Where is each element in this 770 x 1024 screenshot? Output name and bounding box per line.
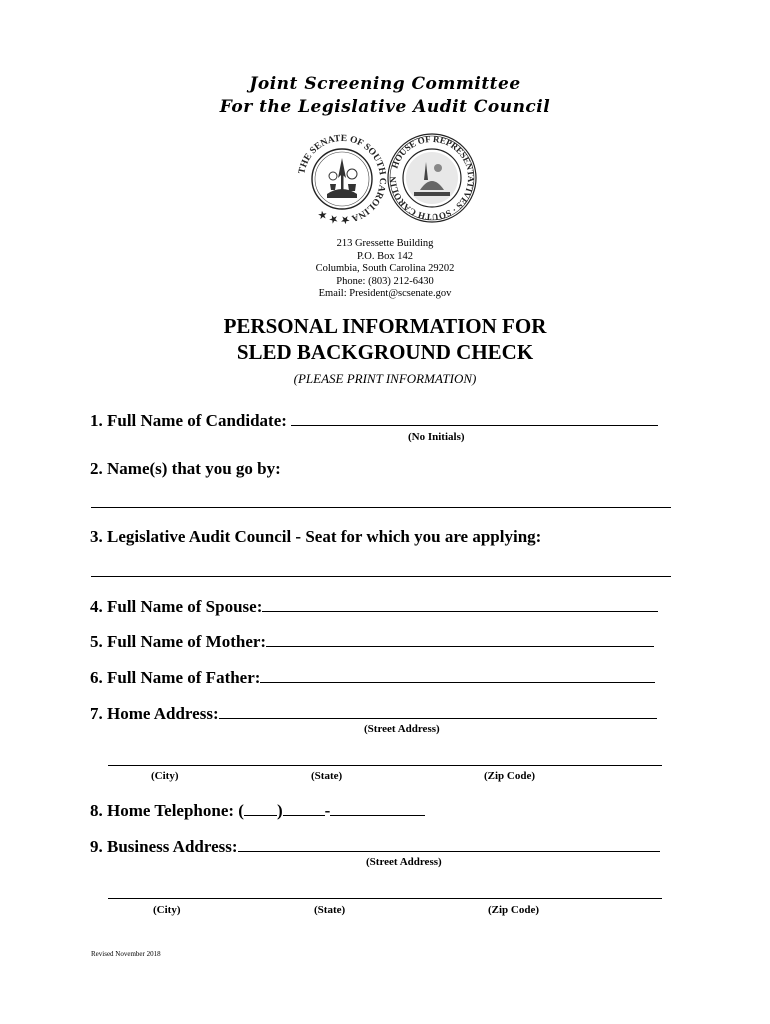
business-street-address-caption: (Street Address)	[366, 856, 442, 868]
form-subtitle: (PLEASE PRINT INFORMATION)	[293, 371, 477, 386]
address-city: Columbia, South Carolina 29202	[315, 263, 455, 274]
business-state-caption: (State)	[314, 904, 346, 916]
home-phone-prefix-field[interactable]	[283, 800, 325, 816]
question-5-label: 5. Full Name of Mother:	[90, 632, 267, 651]
question-7	[90, 703, 657, 724]
business-city-state-zip-field[interactable]	[108, 898, 662, 899]
question-9-label: 9. Business Address:	[90, 837, 238, 856]
names-go-by-field[interactable]	[91, 507, 671, 508]
home-street-address-field[interactable]	[219, 703, 657, 719]
address-po-box: P.O. Box 142	[356, 250, 413, 262]
father-name-field[interactable]	[260, 667, 655, 683]
question-1-label: 1. Full Name of Candidate:	[90, 411, 287, 430]
spouse-name-field[interactable]	[262, 596, 658, 612]
seat-applying-field[interactable]	[91, 576, 671, 577]
phone-dash: -	[324, 801, 331, 820]
mother-name-field[interactable]	[266, 631, 654, 647]
home-area-code-field[interactable]	[244, 800, 277, 816]
home-state-caption: (State)	[311, 770, 343, 782]
question-6	[90, 667, 655, 688]
question-4	[90, 596, 658, 617]
no-initials-note: (No Initials)	[408, 431, 465, 443]
home-phone-line-field[interactable]	[330, 800, 425, 816]
home-zip-caption: (Zip Code)	[484, 770, 536, 782]
business-city-caption: (City)	[153, 904, 181, 916]
address-phone: Phone: (803) 212-6430	[336, 275, 434, 287]
address-email: Email: President@scsenate.gov	[318, 288, 452, 299]
home-street-address-caption: (Street Address)	[364, 723, 440, 735]
business-street-address-field[interactable]	[238, 836, 660, 852]
header-line-1: Joint Screening Committee	[249, 74, 521, 94]
question-2-label: 2. Name(s) that you go by:	[90, 459, 281, 478]
question-7-label: 7. Home Address:	[90, 704, 219, 723]
candidate-name-field[interactable]	[291, 410, 658, 426]
revised-date: Revised November 2018	[91, 950, 161, 958]
area-code-close: )	[276, 801, 283, 820]
house-seal-icon	[386, 132, 478, 224]
question-8	[90, 800, 425, 821]
area-code-open: (	[238, 801, 244, 820]
question-9	[90, 836, 660, 857]
senate-seal-icon	[297, 134, 387, 224]
question-5	[90, 631, 654, 652]
question-4-label: 4. Full Name of Spouse:	[90, 597, 263, 616]
svg-text:THE SENATE OF SOUTH CAROLINA ★: THE SENATE OF SOUTH CAROLINA ★ ★ ★	[297, 134, 387, 224]
business-zip-caption: (Zip Code)	[488, 904, 540, 916]
question-6-label: 6. Full Name of Father:	[90, 668, 261, 687]
address-building: 213 Gressette Building	[336, 238, 434, 249]
home-city-caption: (City)	[151, 770, 179, 782]
question-1	[90, 410, 658, 431]
home-city-state-zip-field[interactable]	[108, 765, 662, 766]
svg-text:HOUSE OF REPRESENTATIVES · SOU: HOUSE OF REPRESENTATIVES · SOUTH CAROLIN	[387, 133, 477, 223]
header-line-2: For the Legislative Audit Council	[219, 97, 551, 117]
question-3-label: 3. Legislative Audit Council - Seat for which you are applying:	[90, 527, 542, 546]
question-8-label: 8. Home Telephone:	[90, 801, 235, 820]
form-title-line-1: PERSONAL INFORMATION FOR	[223, 314, 547, 338]
form-title-line-2: SLED BACKGROUND CHECK	[236, 340, 534, 364]
